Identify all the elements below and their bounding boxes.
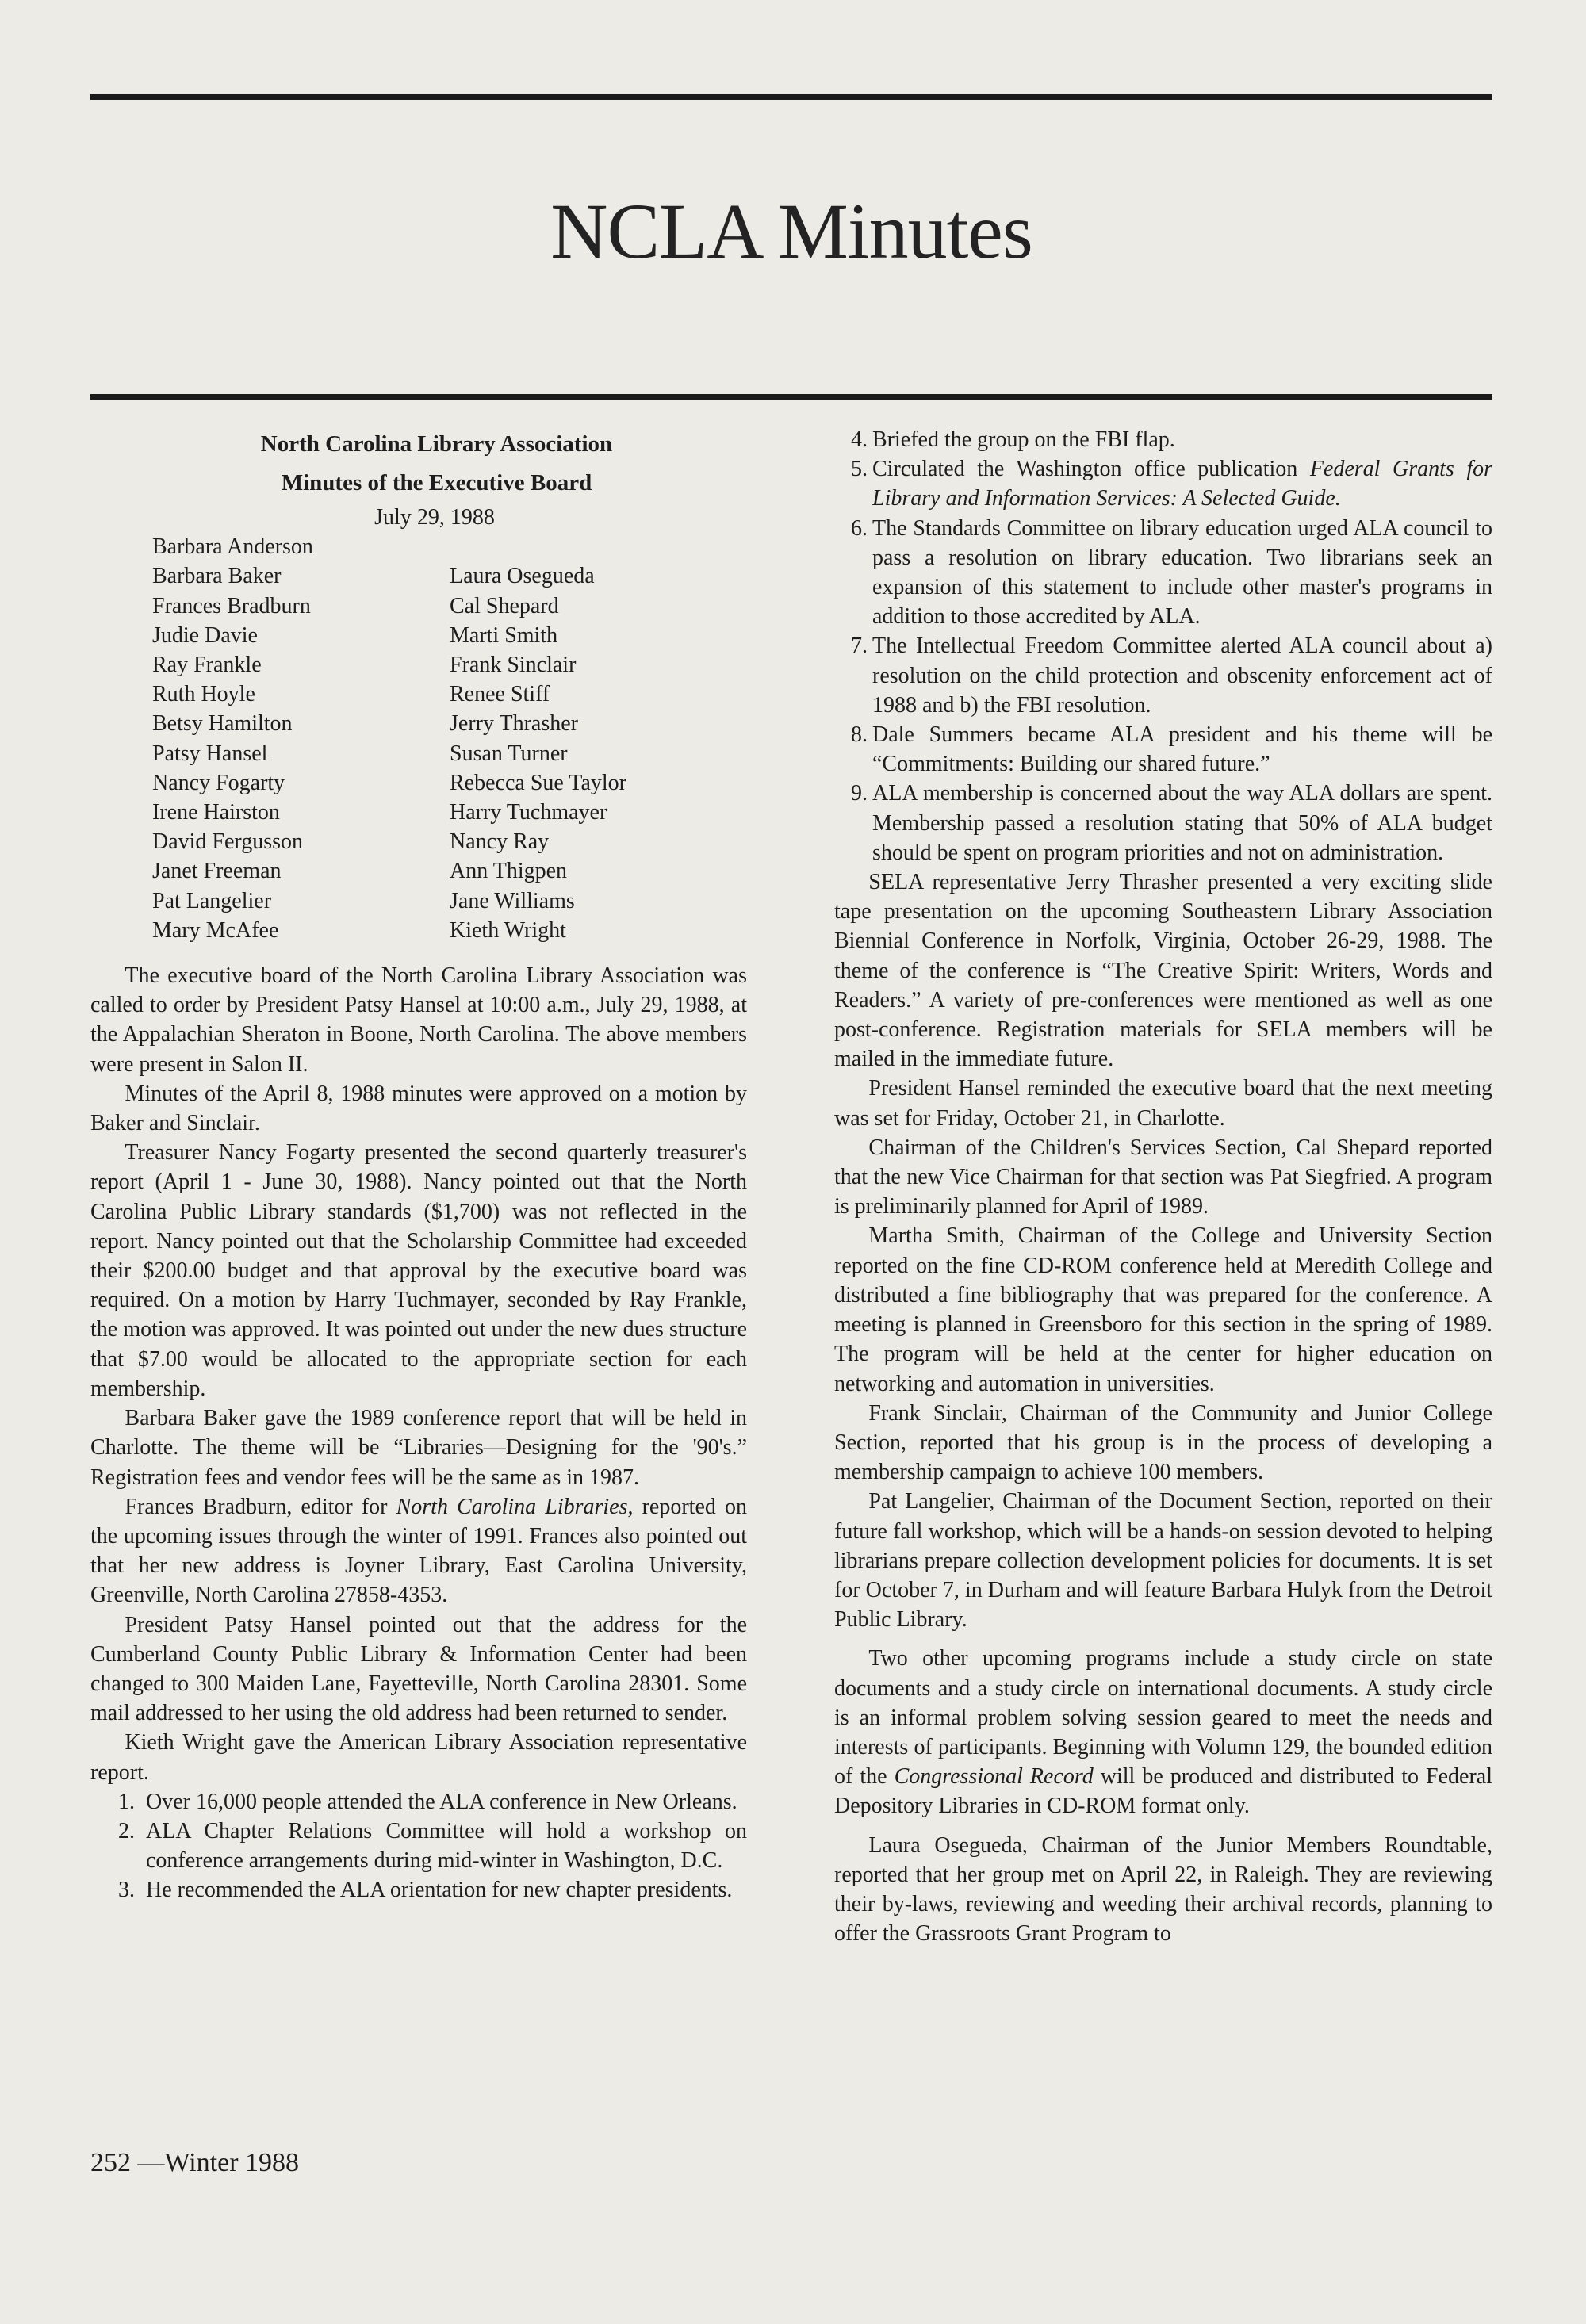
paragraph-community-college: Frank Sinclair, Chairman of the Community and Junior College Section, reported that his group is in the process of developing a membership campaign to achieve 100 members. [834, 1400, 1492, 1485]
attendee: Marti Smith [450, 622, 558, 648]
attendee: Rebecca Sue Taylor [450, 770, 626, 795]
attendee: Ann Thigpen [450, 859, 568, 884]
list-item [834, 514, 1492, 632]
attendee: Betsy Hamilton [152, 711, 293, 737]
paragraph-next-meeting: President Hansel reminded the executive board that the next meeting was set for Friday, October 21, in Charlotte. [834, 1076, 1492, 1131]
ala-report-list [90, 1787, 747, 1905]
paragraph-sela-report: SELA representative Jerry Thrasher presented a very exciting slide tape presentation on the upcoming Southeastern Library Association Biennial Conference in Norfolk, Virginia, October 26-29, 1988. The theme of the conference is “The Creative Spirit: Writers, Words and Readers.” A variety of pre-conferences were mentioned as well as one post-conference. Registration materials for SELA members will be mailed in the immediate future. [834, 870, 1492, 1072]
attendees-left [152, 532, 450, 945]
item-number: 4. [851, 427, 868, 452]
attendee: Cal Shepard [450, 593, 559, 618]
item-text: Circulated the Washington office publication [872, 457, 1310, 482]
attendee: Jerry Thrasher [450, 711, 578, 737]
attendee: Barbara Anderson [152, 534, 313, 560]
item-number: 8. [851, 722, 868, 748]
item-number: 3. [118, 1878, 135, 1903]
list-item [90, 1875, 747, 1905]
item-number: 2. [118, 1818, 135, 1844]
list-item [834, 720, 1492, 779]
page-title: NCLA Minutes [550, 187, 1032, 275]
paragraph-treasurer-report: Treasurer Nancy Fogarty presented the second quarterly treasurer's report (April 1 - June 30, 1988). Nancy pointed out that the North Carolina Public Library standards ($1,700) was not reflected in the report. Nancy pointed out that the Scholarship Committee had exceeded their $200.00 budget and that approval by the executive board was required. On a motion by Harry Tuchmayer, seconded by Ray Frankle, the motion was approved. It was pointed out under the new dues structure that $7.00 would be allocated to the appropriate section for each membership. [90, 1140, 747, 1401]
attendee: Laura Osegueda [450, 564, 595, 589]
meeting-date: July 29, 1988 [374, 505, 495, 530]
item-text: The Standards Committee on library education urged ALA council to pass a resolution on library education. Two librarians seek an expansion of this statement to include other master's programs in addition to those accredited by ALA. [872, 515, 1492, 630]
page-footer: 252 —Winter 1988 [90, 2148, 300, 2177]
item-text: Over 16,000 people attended the ALA conference in New Orleans. [146, 1789, 737, 1814]
item-number: 7. [851, 634, 868, 659]
item-number: 6. [851, 515, 868, 541]
attendee: Renee Stiff [450, 682, 550, 707]
item-text: ALA Chapter Relations Committee will hold a workshop on conference arrangements during mid-winter in Washington, D.C. [146, 1818, 747, 1874]
item-number: 9. [851, 781, 868, 806]
right-column [834, 425, 1492, 1948]
attendee: Patsy Hansel [152, 741, 268, 766]
attendee: Susan Turner [450, 741, 568, 766]
study-text-post: will be produced and distributed to Federal Depository Libraries in CD-ROM format only. [834, 1764, 1492, 1819]
paragraph-document-section: Pat Langelier, Chairman of the Document Section, reported on their future fall workshop, which will be a hands-on session devoted to helping librarians prepare collection development policies for documents. It is set for October 7, in Durham and will feature Barbara Hulyk from the Detroit Public Library. [834, 1489, 1492, 1633]
attendee: Harry Tuchmayer [450, 800, 607, 825]
paragraph-minutes-approved: Minutes of the April 8, 1988 minutes were approved on a motion by Baker and Sinclair. [90, 1081, 747, 1136]
minutes-heading: Minutes of the Executive Board [281, 470, 592, 496]
org-heading: North Carolina Library Association [260, 431, 613, 457]
editor-text-pre: Frances Bradburn, editor for [125, 1494, 396, 1519]
attendee: Ruth Hoyle [152, 682, 255, 707]
list-item [90, 1787, 747, 1817]
attendee: Kieth Wright [450, 917, 566, 943]
paragraph-address-change: President Patsy Hansel pointed out that the address for the Cumberland County Public Library & Information Center had been changed to 300 Maiden Lane, Fayetteville, North Carolina 28301. Some mail addressed to her using the old address had been returned to sender. [90, 1612, 747, 1726]
attendee-list [90, 532, 747, 945]
title-rule [90, 394, 1492, 400]
attendee: Frank Sinclair [450, 653, 577, 677]
list-item [834, 631, 1492, 720]
editor-text-post: reported on the upcoming issues through the winter of 1991. Frances also pointed out that her new address is Joyner Library, East Carolina University, Greenville, North Carolina 27858-4353. [90, 1494, 747, 1608]
list-item [834, 454, 1492, 513]
congressional-record-title: Congressional Record [894, 1764, 1094, 1790]
paragraph-study-circles [834, 1644, 1492, 1821]
attendee: Ray Frankle [152, 653, 262, 678]
attendee: Pat Langelier [152, 888, 272, 913]
attendee: Judie Davie [152, 622, 258, 648]
attendees-right [450, 532, 747, 945]
attendee: Mary McAfee [152, 917, 279, 943]
list-item [834, 779, 1492, 867]
journal-title: North Carolina Libraries, [396, 1494, 634, 1519]
paragraph-editor-report [90, 1492, 747, 1610]
list-item [834, 425, 1492, 454]
paragraph-ala-report: Kieth Wright gave the American Library Association representative report. [90, 1730, 747, 1785]
attendee: Frances Bradburn [152, 593, 311, 618]
attendee: Nancy Fogarty [152, 770, 285, 795]
paragraph-college-university: Martha Smith, Chairman of the College and University Section reported on the fine CD-ROM conference held at Meredith College and distributed a fine bibliography that was prepared for the conference. A meeting is planned in Greensboro for this section in the spring of 1989. The program will be held at the center for higher education on networking and automation in universities. [834, 1223, 1492, 1396]
attendee: Janet Freeman [152, 859, 282, 884]
item-number: 1. [118, 1789, 135, 1814]
publication-title: Federal Grants for Library and Information Services: A Selected Guide. [872, 457, 1493, 511]
paragraph-call-to-order: The executive board of the North Carolina Library Association was called to order by President Patsy Hansel at 10:00 a.m., July 29, 1988, at the Appalachian Sheraton in Boone, North Carolina. The above members were present in Salon II. [90, 963, 747, 1077]
left-column [90, 425, 747, 1905]
item-number: 5. [851, 457, 868, 482]
top-rule [90, 94, 1492, 100]
item-text: Briefed the group on the FBI flap. [872, 427, 1175, 452]
paragraph-childrens-services: Chairman of the Children's Services Section, Cal Shepard reported that the new Vice Chairman for that section was Pat Siegfried. A program is preliminarily planned for April of 1989. [834, 1135, 1492, 1219]
item-text: He recommended the ALA orientation for new chapter presidents. [146, 1878, 733, 1903]
paragraph-conference-report: Barbara Baker gave the 1989 conference report that will be held in Charlotte. The theme will be “Libraries—Designing for the '90's.” Registration fees and vendor fees will be the same as in 1987. [90, 1406, 747, 1490]
item-text: ALA membership is concerned about the way ALA dollars are spent. Membership passed a resolution stating that 50% of ALA budget should be spent on program priorities and not on administration. [872, 781, 1492, 865]
list-item [90, 1817, 747, 1875]
attendee: David Fergusson [152, 829, 304, 855]
ala-report-list-continued [834, 425, 1492, 867]
item-text: The Intellectual Freedom Committee alerted ALA council about a) resolution on the child protection and obscenity enforcement act of 1988 and b) the FBI resolution. [872, 634, 1492, 718]
paragraph-junior-members: Laura Osegueda, Chairman of the Junior Members Roundtable, reported that her group met on April 22, in Raleigh. They are reviewing their by-laws, reviewing and weeding their archival records, planning to offer the Grassroots Grant Program to [834, 1832, 1492, 1947]
item-text: Dale Summers became ALA president and his theme will be “Commitments: Building our shared future.” [872, 722, 1492, 777]
attendee: Barbara Baker [152, 564, 282, 589]
attendee: Jane Williams [450, 888, 575, 913]
attendee: Nancy Ray [450, 829, 550, 855]
study-text-pre: Two other upcoming programs include a study circle on state documents and a study circle on international documents. A study circle is an informal problem solving session geared to meet the needs and interests of participants. Beginning with Volumn 129, the bounded edition of the [834, 1646, 1492, 1790]
attendee: Irene Hairston [152, 800, 280, 825]
